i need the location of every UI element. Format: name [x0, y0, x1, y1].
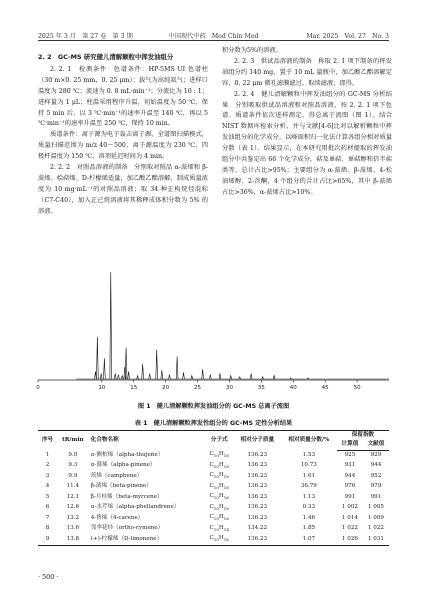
header-tr: tR/min — [57, 431, 89, 451]
chromatogram-peak — [169, 375, 171, 379]
cell-formula: $C_{10}H_{16}$ — [209, 514, 229, 522]
cell-mw: 136.23 — [247, 472, 268, 479]
cell-formula: $C_{10}H_{16}$ — [209, 451, 229, 459]
cell-formula: $C_{10}H_{16}$ — [209, 503, 229, 511]
table-row — [38, 513, 389, 524]
cell-formula: $C_{10}H_{16}$ — [209, 493, 229, 501]
chromatogram-peak — [239, 377, 241, 379]
chromatogram-peak — [95, 371, 97, 379]
table-row — [38, 492, 389, 503]
cell-calc: 976 — [344, 483, 356, 490]
cell-tr: 9.9 — [68, 472, 78, 479]
cell-calc: 1 002 — [341, 504, 358, 511]
cell-tr: 13.2 — [66, 514, 80, 521]
cell-lit: 929 — [370, 452, 382, 459]
cell-no: 2 — [45, 462, 50, 469]
cell-name: (+)-柠檬烯（D-limonene） — [89, 534, 205, 545]
chromatogram-peak — [209, 375, 211, 379]
chromatogram-peak — [183, 372, 185, 379]
cell-calc: 1 022 — [341, 525, 358, 532]
chromatogram-peak — [125, 348, 127, 379]
cell-formula: $C_{10}H_{16}$ — [205, 534, 234, 545]
cell-mw: 136.23 — [247, 493, 268, 500]
chromatogram-peak — [191, 376, 193, 379]
results-table — [38, 430, 389, 546]
cell-rel: 1.07 — [281, 534, 337, 545]
chromatogram-peak — [161, 370, 163, 379]
header-mw: 相对分子质量 — [234, 431, 281, 451]
header-formula: 分子式 — [205, 431, 234, 451]
cell-formula: $C_{10}H_{16}$ — [209, 461, 229, 469]
cell-name: β-蒎烯（beta-pinene） — [90, 483, 152, 490]
chromatogram-peak — [96, 337, 98, 379]
cell-rel: 1.53 — [302, 451, 316, 458]
cell-name: α-水芹烯（alpha-phellandrene） — [90, 504, 180, 511]
chromatogram-peak — [219, 374, 221, 379]
x-tick-label: 40 — [289, 385, 297, 391]
x-tick-label: 35 — [257, 385, 265, 391]
cell-tr: 12.1 — [66, 493, 80, 500]
cell-lit: 1 022 — [367, 525, 384, 532]
chromatogram-peak — [118, 375, 120, 379]
table-body — [38, 450, 389, 545]
cell-lit: 979 — [370, 483, 382, 490]
cell-mw: 136.23 — [234, 534, 281, 545]
cell-rel: 1.13 — [302, 493, 316, 500]
chromatogram-peak — [110, 272, 112, 379]
cell-lit: 952 — [370, 472, 382, 479]
chromatogram-peak — [176, 356, 178, 379]
cell-tr: 12.6 — [66, 504, 80, 511]
section-heading: 2. 2 GC-MS 研究健儿清解颗粒中挥发油组分 — [38, 53, 174, 61]
cell-rel: 1.85 — [302, 525, 316, 532]
left-column — [38, 52, 208, 218]
detection-conditions-paragraph: 2. 2. 1 检测条件 色谱条件：HP-5MS UI 色谱柱（30 m×0. 25 mm，0. 25 μm）；载气为高纯氦气；进样口温度为 280 ℃；流速为 0. 8 mL·min⁻¹；分流比为 10 : 1；进样量为 1 μL；柱温采用程序升温，初始温度为 50 ℃，保持 5 min 后，以 3 ℃·min⁻¹的速率升温至 140 ℃，再以 5 ℃·min⁻¹的速率升温至 250 ℃，保持 10 min。 — [38, 65, 208, 128]
x-tick-label: 30 — [225, 385, 233, 391]
cell-formula: $C_{10}H_{16}$ — [209, 482, 229, 490]
analysis-results-paragraph: 2. 2. 4 健儿清解颗粒中挥发油组分的 GC-MS 分析结果 分别吸取供试品溶液和对照品溶液，按 2. 2. 1 项下色谱、质谱条件依次进样测定，得总离子流图（图 1）。结合 NIST 数据库检索分析，并与文献[4-6]比对以解析颗粒中挥发油组分的化学成分。以峰面积归一化法计算各组分相对质量分数（表 1）。结果显示，在本研究用批次药材提取的挥发油组分中共鉴定出 66 个化学成分，萜及单萜、单萜醇和倍半萜类等，总计占比>95%；主要组分为 α-蒎烯、β-蒎烯、4-松油烯醇、2-茨酮，4 个组分的合计占比>65%，其中 β-蒎烯占比>36%，α-蒎烯占比>10%。 — [222, 90, 392, 196]
table-row — [38, 450, 389, 461]
cell-mw: 136.23 — [247, 462, 268, 469]
chromatogram-peaks — [76, 272, 389, 379]
chromatogram-peak — [100, 374, 102, 379]
header-no: 序号 — [38, 431, 57, 451]
cell-tr: 13.8 — [57, 534, 89, 545]
cell-no: 5 — [45, 493, 50, 500]
chromatogram-peak — [149, 374, 151, 379]
cell-formula: $C_{10}H_{16}$ — [209, 472, 229, 480]
cell-name: α-蒎烯（alpha-pinene） — [90, 462, 156, 469]
continued-line: 积分数为5%的溶液。 — [222, 47, 282, 54]
cell-no: 9 — [38, 534, 57, 545]
cell-calc: 991 — [344, 493, 356, 500]
cell-tr: 13.6 — [66, 525, 80, 532]
header-rule — [38, 40, 389, 41]
journal-name: 中国现代中药 Mod Chin Med — [168, 33, 259, 40]
cell-mw: 136.23 — [247, 483, 268, 490]
table-header-row — [38, 431, 389, 441]
journal-issue: 2025 年 3 月 第 27 卷 第 3 期 — [38, 33, 133, 40]
cell-name: 邻伞花烃（ortho-cymene） — [90, 525, 164, 532]
x-tick-label: 15 — [130, 385, 138, 391]
cell-tr: 9.0 — [68, 451, 78, 458]
right-column — [222, 46, 392, 199]
cell-lit: 1 031 — [363, 534, 389, 545]
cell-lit: 944 — [370, 462, 382, 469]
header-retention-index: 保留指数 — [337, 431, 389, 441]
cell-no: 3 — [45, 472, 50, 479]
chromatogram-peak — [103, 358, 105, 379]
header-calc: 计算值 — [337, 440, 363, 450]
cell-no: 6 — [45, 504, 50, 511]
cell-calc: 944 — [344, 472, 356, 479]
ms-conditions-paragraph: 质谱条件：离子源为电子轰击离子源，全谱图扫描模式，质量扫描范围为 m/z 40～500，离子源温度为 230 ℃，四极杆温度为 150 ℃，溶剂延迟时间为 4 min。 — [38, 131, 208, 161]
table-caption: 表 1 健儿清解颗粒挥发性组分的 GC-MS 定性分析结果 — [134, 420, 293, 427]
chromatogram-peak — [250, 374, 252, 379]
reference-solution-paragraph: 2. 2. 2 对照品溶液的制备 分别取对照品 α-蒎烯和 β-蒎烯、桧萜烯、D-柠檬烯适量，加乙酸乙酯溶解，制成质量浓度为 10 mg·mL⁻¹的对照品溶液；取 34 种正构烷烃混标（C7-C40），加入正己烷溶液将其稀释成体积分数为 5% 的溶液。 — [38, 164, 208, 215]
table-row — [38, 503, 389, 514]
x-tick-label: 50 — [353, 385, 361, 391]
chromatogram-peak — [262, 377, 264, 379]
cell-rel: 10.73 — [300, 462, 317, 469]
sample-solution-paragraph: 2. 2. 3 供试品溶液的制备 称取 2. 1 项下制备的挥发油组分约 140 mg，置于 10 mL 量瓶中，加乙酸乙酯溶解定容，0. 22 μm 微孔滤膜滤过，取续滤液，即得。 — [222, 57, 392, 87]
chromatogram-peak — [128, 371, 130, 379]
cell-no: 1 — [45, 451, 50, 458]
x-tick-label: 45 — [321, 385, 329, 391]
table-row — [38, 524, 389, 535]
header-name: 化合物名称 — [89, 431, 205, 451]
cell-lit: 991 — [370, 493, 382, 500]
chromatogram-peak — [230, 376, 232, 379]
cell-calc: 925 — [344, 452, 356, 459]
header-rel: 相对质量分数/% — [281, 431, 337, 451]
table-row — [38, 534, 389, 545]
cell-calc: 931 — [344, 462, 356, 469]
chromatogram-peak — [114, 374, 116, 379]
cell-name: 4-蒈烯（4-carene） — [90, 514, 144, 521]
chromatogram-peak — [121, 376, 123, 379]
chromatogram-peak — [137, 376, 139, 379]
cell-rel: 36.79 — [300, 483, 317, 490]
table-row — [38, 471, 389, 482]
cell-name: α-侧柏烯（alpha-thujene） — [90, 451, 164, 458]
figure-caption: 图 1 健儿清解颗粒挥发油组分的 GC-MS 总离子流图 — [137, 403, 290, 410]
x-tick-label: 0 — [36, 385, 40, 391]
cell-no: 4 — [45, 483, 50, 490]
x-tick-label: 10 — [98, 385, 106, 391]
cell-tr: 11.4 — [66, 483, 80, 490]
cell-mw: 134.22 — [247, 525, 268, 532]
cell-lit: 1 005 — [367, 504, 384, 511]
cell-name: 莰烯（camphene） — [90, 472, 143, 479]
x-tick-label: 25 — [194, 385, 202, 391]
cell-mw: 136.23 — [247, 514, 268, 521]
cell-no: 8 — [45, 525, 50, 532]
cell-rel: 1.61 — [302, 472, 316, 479]
cell-tr: 9.3 — [68, 462, 78, 469]
table-row — [38, 482, 389, 493]
journal-issue-en: Mar. 2025 Vol. 27 No. 3 — [306, 33, 389, 40]
cell-calc: 1 026 — [337, 534, 363, 545]
table-row — [38, 461, 389, 472]
page-number: · 500 · — [38, 573, 59, 581]
cell-lit: 1 009 — [367, 514, 384, 521]
cell-rel: 0.33 — [302, 504, 316, 511]
cell-no: 7 — [45, 514, 50, 521]
cell-rel: 1.46 — [302, 514, 316, 521]
chromatogram-peak — [142, 364, 144, 379]
cell-calc: 1 014 — [341, 514, 358, 521]
cell-mw: 136.23 — [247, 451, 268, 458]
chromatogram-peak — [156, 350, 158, 379]
total-ion-chromatogram — [38, 268, 389, 398]
cell-formula: $C_{10}H_{14}$ — [209, 524, 229, 533]
x-axis-ticks — [36, 380, 361, 391]
header-lit: 文献值 — [363, 440, 389, 450]
cell-mw: 136.23 — [247, 504, 268, 511]
cell-name: β-月桂烯（beta-myrcene） — [90, 493, 163, 500]
chromatogram-peak — [202, 369, 204, 379]
chromatogram-peak — [273, 376, 275, 379]
x-tick-label: 20 — [162, 385, 170, 391]
